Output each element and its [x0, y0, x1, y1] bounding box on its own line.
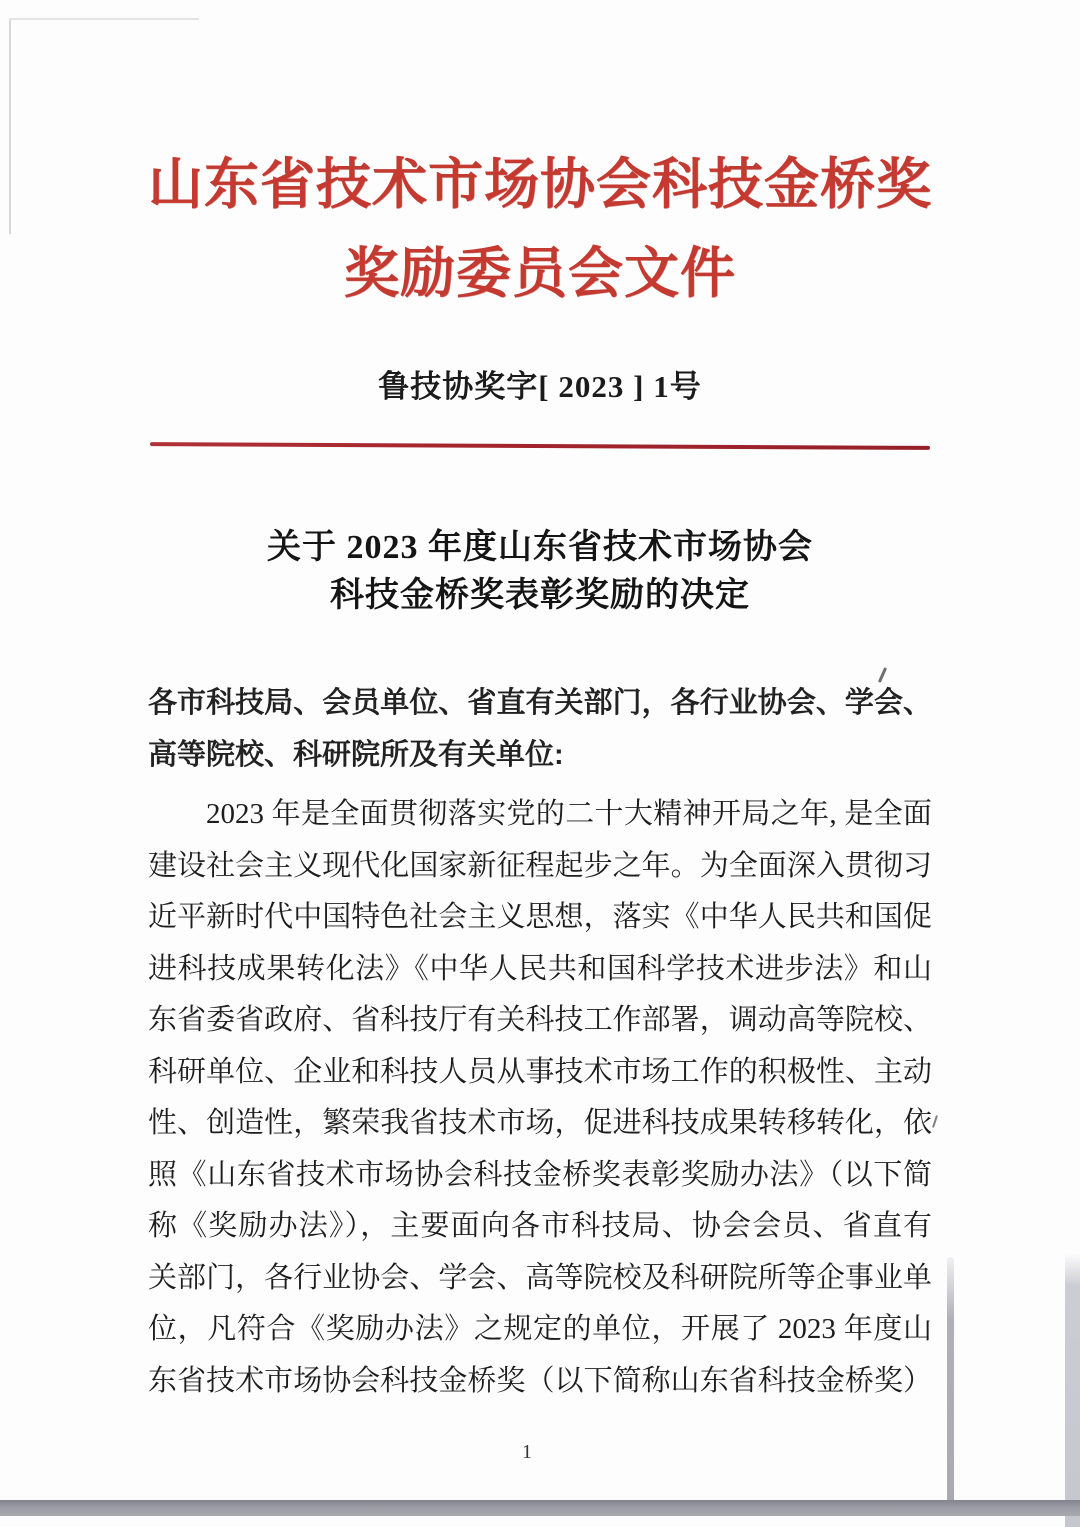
- page-number: 1: [522, 1441, 532, 1463]
- letterhead-line-2: 奖励委员会文件: [343, 243, 736, 304]
- letterhead-line-1: 山东省技术市场协会科技金桥奖: [147, 154, 932, 215]
- body-line: 东省委省政府、省科技厅有关科技工作部署，调动高等院校、: [148, 1004, 932, 1036]
- body-line: 位，凡符合《奖励办法》之规定的单位，开展了 2023 年度山: [148, 1313, 932, 1345]
- page-edge-artifact-horizontal: [9, 18, 199, 20]
- body-line: 性、创造性，繁荣我省技术市场，促进科技成果转移转化，依: [148, 1107, 932, 1139]
- salutation: [148, 678, 932, 781]
- body-line: 进科技成果转化法》《中华人民共和国科学技术进步法》和山: [148, 952, 932, 985]
- body-line: 建设社会主义现代化国家新征程起步之年。为全面深入贯彻习: [148, 849, 932, 882]
- document-number: 鲁技协奖字[ 2023 ] 1号: [378, 369, 702, 404]
- body-line: 近平新时代中国特色社会主义思想，落实《中华人民共和国促: [148, 901, 932, 933]
- body-line: 科研单位、企业和科技人员从事技术市场工作的积极性、主动: [148, 1055, 932, 1088]
- red-separator-rule: [150, 442, 930, 450]
- page-edge-shadow: [947, 1257, 954, 1503]
- scan-footer-bar: [0, 1500, 1080, 1516]
- body-line: 关部门，各行业协会、学会、高等院校及科研院所等企事业单: [148, 1261, 932, 1294]
- body-line: 东省技术市场协会科技金桥奖（以下简称山东省科技金桥奖）: [148, 1364, 932, 1397]
- body-paragraph: [148, 789, 932, 1407]
- scan-mark-artifact: [932, 1115, 938, 1128]
- salutation-line: 各市科技局、会员单位、省直有关部门，各行业协会、学会、: [148, 687, 932, 719]
- scan-shadow-right-edge: [1065, 1253, 1080, 1527]
- decision-title-line-2: 科技金桥奖表彰奖励的决定: [330, 577, 750, 614]
- decision-title-line-1: 关于 2023 年度山东省技术市场协会: [267, 529, 813, 566]
- body-line: 称《奖励办法》），主要面向各市科技局、协会会员、省直有: [148, 1210, 932, 1242]
- body-line: 2023 年是全面贯彻落实党的二十大精神开局之年, 是全面: [206, 798, 932, 830]
- salutation-line: 高等院校、科研院所及有关单位:: [148, 738, 564, 771]
- body-line: 照《山东省技术市场协会科技金桥奖表彰奖励办法》（以下简: [148, 1158, 932, 1191]
